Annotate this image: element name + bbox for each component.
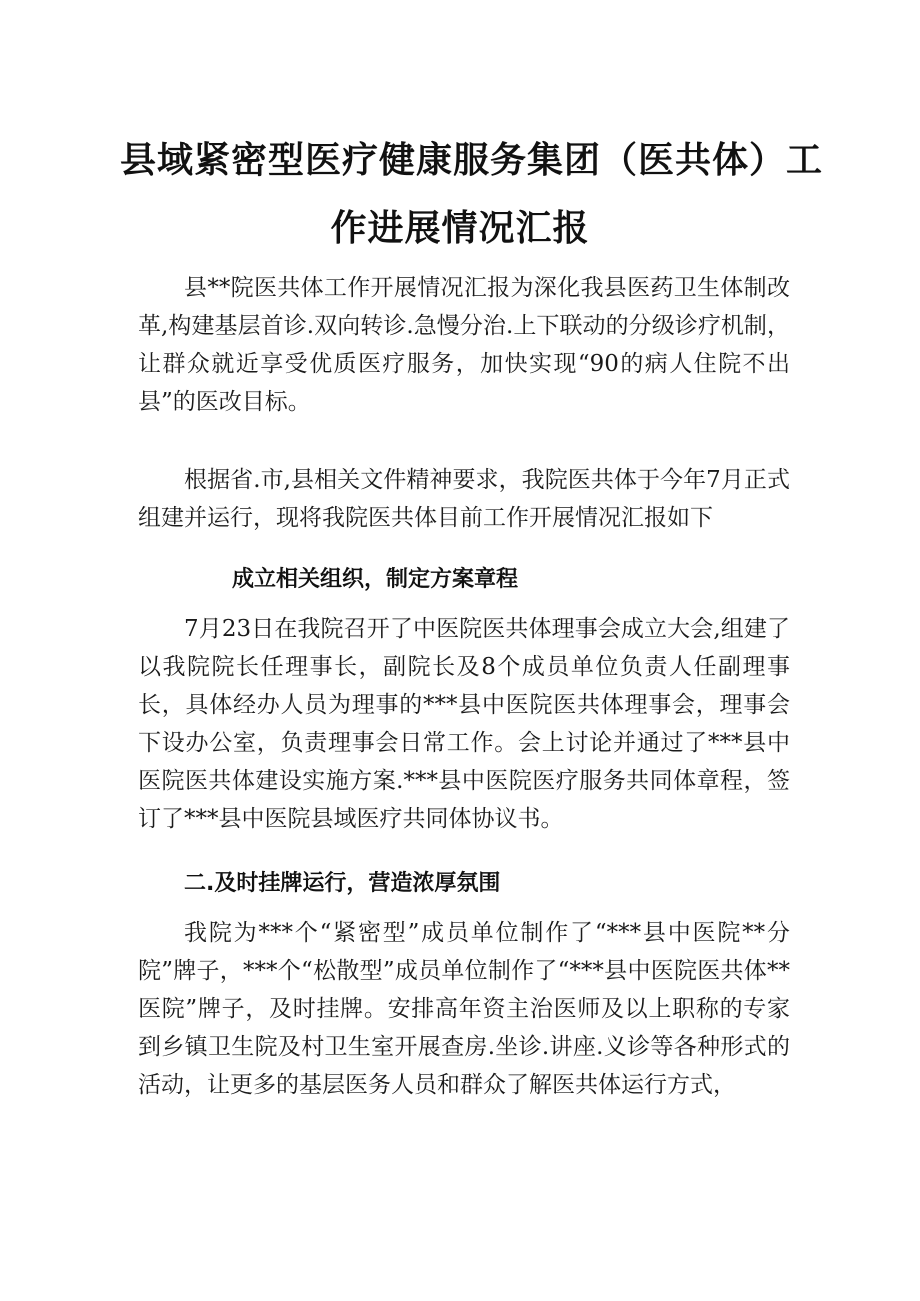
document-title-line-1: 县域紧密型医疗健康服务集团（医共体）工 [120,140,824,181]
section-heading-organization: 成立相关组织，制定方案章程 [232,567,519,592]
background-paragraph: 根据省.市,县相关文件精神要求，我院医共体于今年7月正式组建并运行，现将我院医共体目前工作开展情况汇报如下 [138,467,790,531]
plaque-paragraph: 我院为***个“紧密型”成员单位制作了“***县中医院**分院”牌子，***个“松散型”成员单位制作了“***县中医院医共体**医院”牌子，及时挂牌。安排高年资主治医师及以上职称的专家到乡镇卫生院及村卫生室开展查房.坐诊.讲座.义诊等各种形式的活动，让更多的基层医务人员和群众了解医共体运行方式， [138,920,790,1098]
organization-paragraph: 7月23日在我院召开了中医院医共体理事会成立大会,组建了以我院院长任理事长，副院长及8个成员单位负责人任副理事长，具体经办人员为理事的***县中医院医共体理事会，理事会下设办公室，负责理事会日常工作。会上讨论并通过了***县中医院医共体建设实施方案.***县中医院医疗服务共同体章程，签订了***县中医院县域医疗共同体协议书。 [138,616,790,832]
section-heading-plaque: 二.及时挂牌运行，营造浓厚氛围 [184,871,501,896]
document-title-line-2: 作进展情况汇报 [330,208,590,249]
intro-paragraph: 县**院医共体工作开展情况汇报为深化我县医药卫生体制改革,构建基层首诊.双向转诊.急慢分治.上下联动的分级诊疗机制，让群众就近享受优质医疗服务，加快实现“90的病人住院不出县”的医改目标。 [138,275,790,415]
